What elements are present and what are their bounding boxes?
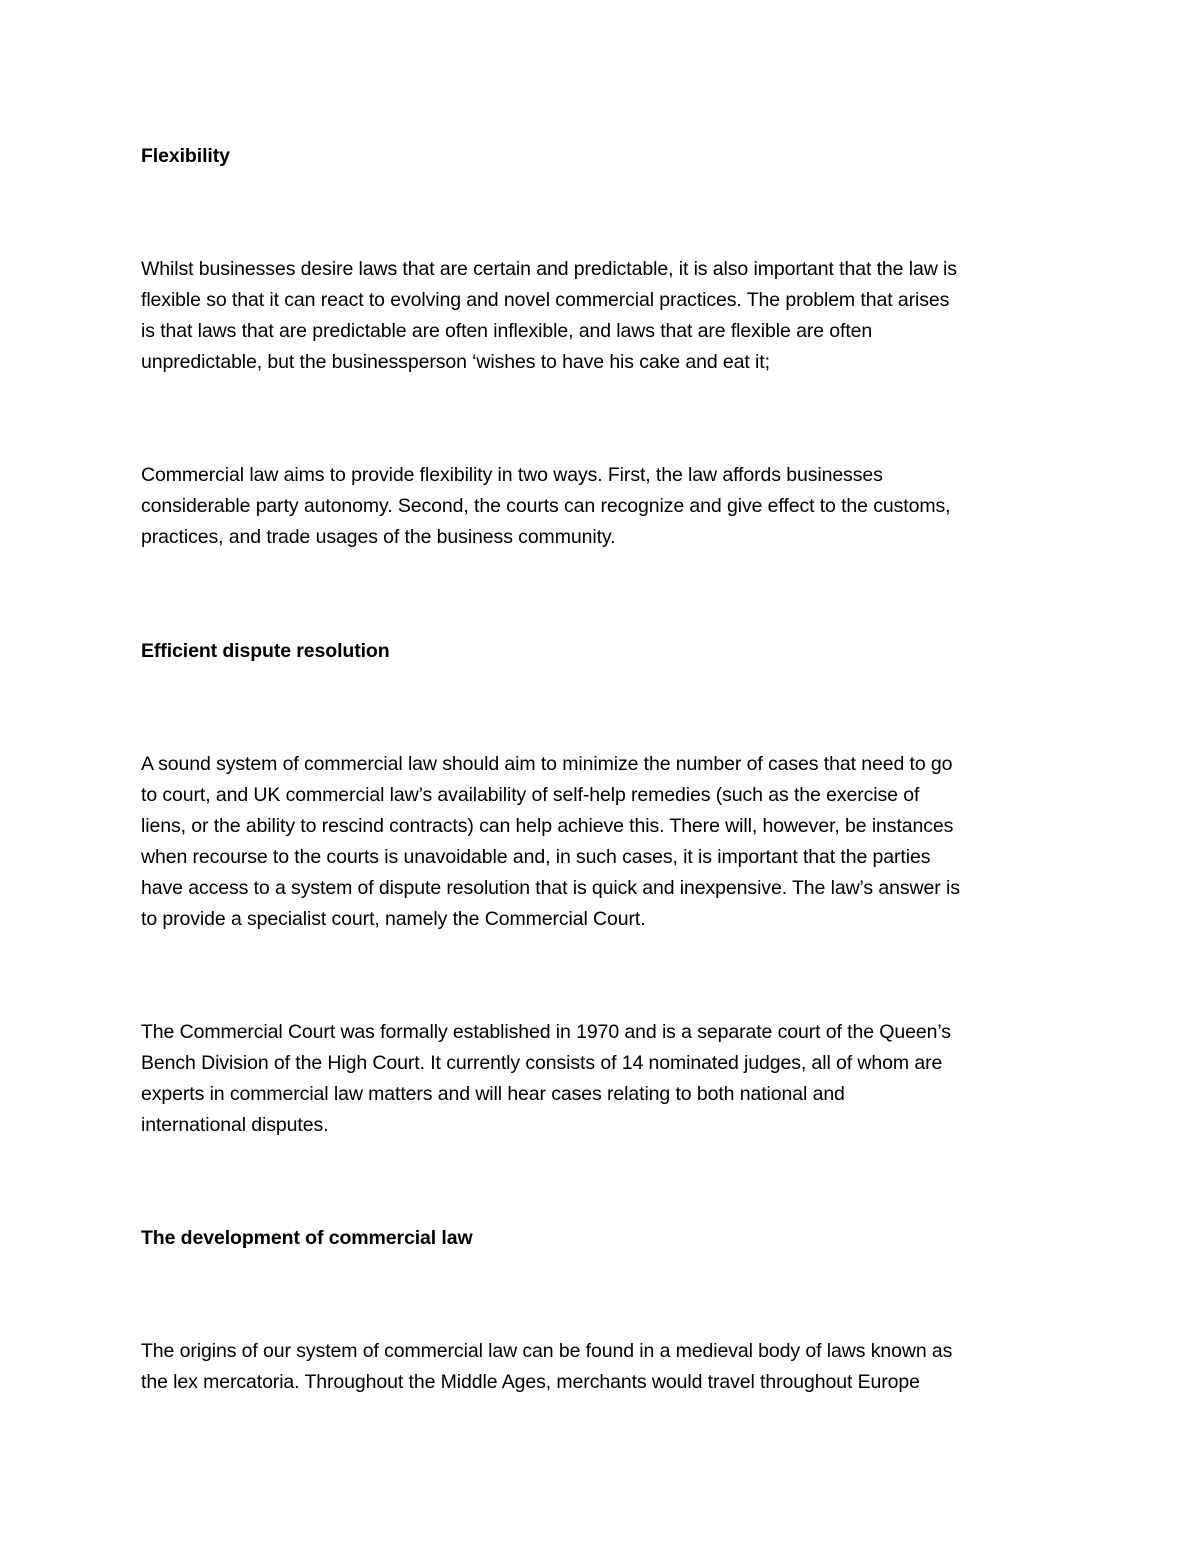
paragraph-dispute-resolution-1: A sound system of commercial law should aim to minimize the number of cases that need to go to court, and UK commercial law’s availability of self-help remedies (such as the exercise of liens, or the ability to rescind contracts) can help achieve this. There will, however, be instances when recourse to the courts is unavoidable and, in such cases, it is important that the parties have access to a system of dispute resolution that is quick and inexpensive. The law’s answer is to provide a specialist court, namely the Commercial Court. [141,753,960,930]
paragraph-development-1: The origins of our system of commercial law can be found in a medieval body of laws known as the lex mercatoria. Throughout the Middle Ages, merchants would travel throughout Europe [141,1340,953,1393]
section-heading-efficient-dispute-resolution: Efficient dispute resolution [141,640,390,662]
paragraph-flexibility-2: Commercial law aims to provide flexibility in two ways. First, the law affords businesses considerable party autonomy. Second, the courts can recognize and give effect to the customs, practices, and trade usages of the business community. [141,464,951,548]
section-heading-flexibility: Flexibility [141,145,230,167]
paragraph-flexibility-1: Whilst businesses desire laws that are certain and predictable, it is also important that the law is flexible so that it can react to evolving and novel commercial practices. The problem that arises is that laws that are predictable are often inflexible, and laws that are flexible are often unpredictable, but the businessperson ‘wishes to have his cake and eat it; [141,258,957,373]
section-heading-development-of-commercial-law: The development of commercial law [141,1227,473,1249]
paragraph-dispute-resolution-2: The Commercial Court was formally established in 1970 and is a separate court of the Queen’s Bench Division of the High Court. It currently consists of 14 nominated judges, all of whom are experts in commercial law matters and will hear cases relating to both national and international disputes. [141,1021,951,1136]
